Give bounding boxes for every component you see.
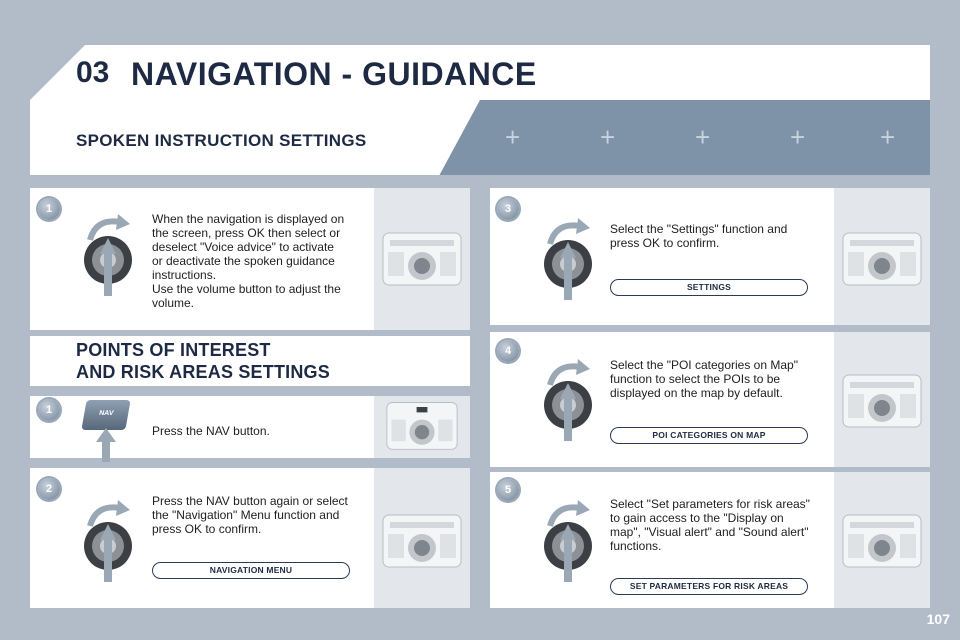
radio-unit-icon bbox=[382, 510, 462, 570]
menu-label-settings: SETTINGS bbox=[610, 279, 808, 296]
radio-unit-icon bbox=[842, 510, 922, 570]
plus-decoration: + bbox=[880, 122, 896, 152]
knob-icon bbox=[538, 355, 598, 445]
chapter-number: 03 bbox=[76, 56, 110, 89]
step-badge: 2 bbox=[38, 478, 60, 500]
step-text: When the navigation is displayed on the screen, press OK then select or deselect "Voice advice" to activate or deactivate the spoken guidance instructions. Use the volume button to adjust the volume. bbox=[152, 212, 345, 310]
nav-button-illustration: NAV bbox=[81, 400, 130, 430]
plus-decoration: + bbox=[505, 122, 521, 152]
section-title-risk: AND RISK AREAS SETTINGS bbox=[76, 362, 330, 382]
menu-label-poi-categories: POI CATEGORIES ON MAP bbox=[610, 427, 808, 444]
step-badge: 3 bbox=[497, 198, 519, 220]
step-text: Select "Set parameters for risk areas" to gain access to the "Display on map", "Visual alert" and "Sound alert" functions. bbox=[610, 497, 810, 553]
plus-decoration: + bbox=[790, 122, 806, 152]
radio-unit-icon bbox=[842, 370, 922, 430]
section-title-spoken: SPOKEN INSTRUCTION SETTINGS bbox=[76, 131, 367, 150]
knob-icon bbox=[538, 496, 598, 586]
plus-decoration: + bbox=[600, 122, 616, 152]
step-text: Select the "Settings" function and press OK to confirm. bbox=[610, 222, 788, 250]
menu-label-navigation: NAVIGATION MENU bbox=[152, 562, 350, 579]
page-title: NAVIGATION - GUIDANCE bbox=[131, 56, 537, 92]
step-badge: 1 bbox=[38, 399, 60, 421]
knob-icon bbox=[78, 496, 138, 586]
menu-label-risk-areas: SET PARAMETERS FOR RISK AREAS bbox=[610, 578, 808, 595]
step-text: Press the NAV button. bbox=[152, 424, 270, 438]
up-arrow-icon bbox=[96, 428, 116, 462]
radio-unit-icon bbox=[842, 228, 922, 288]
radio-unit-icon bbox=[382, 228, 462, 288]
section-title-poi: POINTS OF INTEREST bbox=[76, 340, 271, 360]
plus-decoration: + bbox=[695, 122, 711, 152]
step-badge: 4 bbox=[497, 340, 519, 362]
page-number: 107 bbox=[926, 611, 950, 627]
radio-unit-icon bbox=[382, 398, 462, 452]
step-text: Select the "POI categories on Map" function to select the POIs to be displayed on the map by default. bbox=[610, 358, 798, 400]
knob-icon bbox=[78, 210, 138, 300]
knob-icon bbox=[538, 214, 598, 304]
step-badge: 1 bbox=[38, 198, 60, 220]
step-badge: 5 bbox=[497, 479, 519, 501]
step-text: Press the NAV button again or select the "Navigation" Menu function and press OK to confirm. bbox=[152, 494, 348, 536]
